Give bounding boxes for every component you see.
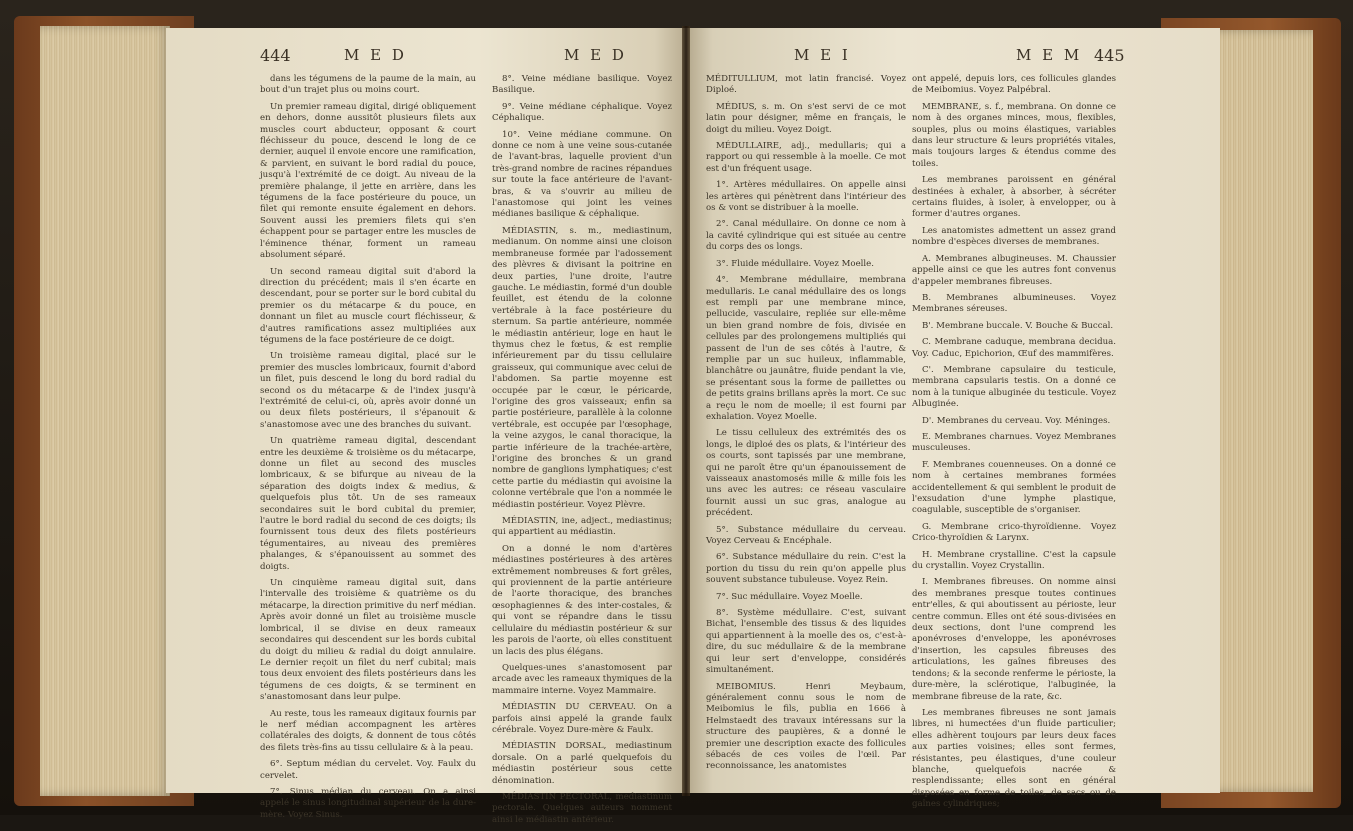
paragraph: Un second rameau digital suit d'abord la direction du précédent; mais il s'en écarte en descendant, pour se porter sur le bord cubital du premier os du métacarpe & du pouce, en donnant un filet au muscle court fléchisseur, & d'autres ramifications assez multipliées aux tégumens de la face postérieure de ce doigt.	[260, 266, 476, 345]
paragraph: MEIBOMIUS. Henri Meybaum, généralement connu sous le nom de Meibomius le fils, publia en 1666 à Helmstaedt des travaux intéressans sur la structure des paupières, & a donné le premier une description exacte des follicules sébacés de ces voiles de l'œil. Par reconnoissance, les anatomistes	[706, 681, 906, 772]
paragraph: 4°. Membrane médullaire, membrana medullaris. Le canal médullaire des os longs est rempli par une membrane mince, pellucide, vasculaire, repliée sur elle-même un bien grand nombre de fois, divisée en cellules par des prolongemens multipliés qui passent de l'un de ses côtés à l'autre, & remplie par un suc huileux, inflammable, blanchâtre ou jaunâtre, fluide pendant la vie, se présentant sous la forme de paillettes ou de petits grains brillans après la mort. Ce suc a reçu le nom de moelle; il est fourni par exhalation. Voyez Moelle.	[706, 275, 906, 422]
paragraph: 9°. Veine médiane céphalique. Voyez Céphalique.	[492, 101, 672, 124]
paragraph: dans les tégumens de la paume de la main, au bout d'un trajet plus ou moins court.	[260, 74, 476, 96]
paragraph: H. Membrane crystalline. C'est la capsule du crystallin. Voyez Crystallin.	[912, 549, 1116, 572]
paragraph: Au reste, tous les rameaux digitaux fournis par le nerf médian accompagnent les artères collatérales des doigts, & donnent de tous côtés des filets très-fins au tissu cellulaire & à la peau.	[260, 708, 476, 753]
paragraph: 5°. Substance médullaire du cerveau. Voyez Cerveau & Encéphale.	[706, 524, 906, 547]
paragraph: MÉDIASTIN PECTORAL, mediastinum pectorale. Quelques auteurs nomment ainsi le médiastin antérieur.	[492, 791, 672, 825]
paragraph: 8°. Veine médiane basilique. Voyez Basilique.	[492, 74, 672, 96]
paragraph: MÉDIASTIN, s. m., mediastinum, medianum. On nomme ainsi une cloison membraneuse formée par l'adossement des plèvres & divisant la poitrine en deux parties, l'une droite, l'autre gauche. Le médiastin, formé d'un double feuillet, est étendu de la colonne vertébrale à la face postérieure du sternum. Sa partie antérieure, nommée le médiastin antérieur, loge en haut le thymus chez le fœtus, & est remplie inférieurement par du tissu cellulaire graisseux, qui communique avec celui de l'abdomen. Sa partie moyenne est occupée par le cœur, le péricarde, l'origine des gros vaisseaux; enfin sa partie postérieure, parallèle à la colonne vertébrale, est occupée par l'œsophage, la veine azygos, le canal thoracique, la partie inférieure de la trachée-artère, l'origine des bronches & un grand nombre de ganglions lymphatiques; c'est cette partie du médiastin qui avoisine la colonne vertébrale que l'on a nommée le médiastin postérieur. Voyez Plèvre.	[492, 225, 672, 510]
paragraph: 3°. Fluide médullaire. Voyez Moelle.	[716, 258, 875, 269]
right-header-1: M E I	[794, 46, 851, 64]
paragraph: Un quatrième rameau digital, descendant entre les deuxième & troisième os du métacarpe, donne un filet au second des muscles lombricaux, & se bifurque au niveau de la séparation des doigts index & medius, & quelquefois plus tôt. Un de ses rameaux secondaires suit le bord cubital du premier, l'autre le bord radial du second de ces doigts; ils fournissent tous deux des filets postérieurs tégumentaires, au niveau des premières phalanges, & s'épanouissent au sommet des doigts.	[260, 436, 476, 572]
paragraph: G. Membrane crico-thyroïdienne. Voyez Crico-thyroïdien & Larynx.	[912, 521, 1116, 544]
paragraph: MEMBRANE, s. f., membrana. On donne ce nom à des organes minces, mous, flexibles, souples, plus ou moins élastiques, variables dans leur structure & leurs propriétés vitales, mais toujours larges & étendus comme des toiles.	[912, 101, 1116, 169]
paragraph: 10°. Veine médiane commune. On donne ce nom à une veine sous-cutanée de l'avant-bras, laquelle provient d'un très-grand nombre de racines répandues sur toute la face antérieure de l'avant-bras, & va s'ouvrir au milieu de l'anastomose qui joint les veines médianes basilique & céphalique.	[492, 129, 672, 220]
paragraph: Un premier rameau digital, dirigé obliquement en dehors, donne aussitôt plusieurs filets aux muscles court abducteur, opposant & court fléchisseur du pouce, descend le long de ce dernier, auquel il envoie encore une ramification, & parvient, en suivant le bord radial du pouce, jusqu'à l'extrémité de ce doigt. Au niveau de la première phalange, il jette en arrière, dans les tégumens de la face postérieure du pouce, un filet qui remonte ensuite également en dehors. Souvent aussi les premiers filets qui s'en échappent pour se partager entre les muscles de l'éminence thénar, forment un rameau absolument séparé.	[260, 101, 476, 261]
paragraph: MÉDIUS, s. m. On s'est servi de ce mot latin pour désigner, même en français, le doigt du milieu. Voyez Doigt.	[706, 101, 906, 135]
paragraph: I. Membranes fibreuses. On nomme ainsi des membranes presque toutes continues entr'elles, & qui aboutissent au périoste, leur centre commun. Elles ont été sous-divisées en deux sections, dont l'une comprend les aponévroses d'enveloppe, les aponévroses d'insertion, les capsules fibreuses des articulations, les gaînes fibreuses des tendons; & la seconde renferme le périoste, la dure-mère, la sclérotique, l'albuginée, la membrane fibreuse de la rate, &c.	[912, 577, 1116, 702]
paragraph: B'. Membrane buccale. V. Bouche & Buccal.	[922, 320, 1114, 331]
paragraph: ont appelé, depuis lors, ces follicules glandes de Meibomius. Voyez Palpébral.	[912, 74, 1116, 96]
paragraph: MÉDIASTIN, ine, adject., mediastinus; qui appartient au médiastin.	[492, 516, 672, 538]
left-column-2	[492, 74, 672, 831]
paragraph: MÉDULLAIRE, adj., medullaris; qui a rapport ou qui ressemble à la moelle. Ce mot est d'un fréquent usage.	[706, 141, 906, 174]
paragraph: MÉDITULLIUM, mot latin francisé. Voyez Diploé.	[706, 74, 906, 96]
paragraph: Quelques-unes s'anastomosent par arcade avec les rameaux thymiques de la mammaire interne. Voyez Mammaire.	[492, 662, 672, 696]
paragraph: 6°. Substance médullaire du rein. C'est la portion du tissu du rein qu'on appelle plus souvent substance tubuleuse. Voyez Rein.	[706, 552, 906, 586]
paragraph: E. Membranes charnues. Voyez Membranes musculeuses.	[912, 431, 1116, 454]
paragraph: Les membranes fibreuses ne sont jamais libres, ni humectées d'un fluide particulier; elles adhèrent toujours par leurs deux faces aux parties voisines; elles sont fermes, résistantes, peu élastiques, d'une couleur blanche, quelquefois nacrée & resplendissante; elles sont en général disposées en forme de toiles, de sacs ou de gaînes cylindriques;	[912, 707, 1116, 810]
paragraph: C. Membrane caduque, membrana decidua. Voy. Caduc, Epichorion, Œuf des mammifères.	[912, 337, 1116, 359]
paragraph: C'. Membrane capsulaire du testicule, membrana capsularis testis. On a donné ce nom à la tunique albuginée du testicule. Voyez Albuginée.	[912, 364, 1116, 410]
paragraph: A. Membranes albugineuses. M. Chaussier appelle ainsi ce que les autres font convenus d'appeler membranes fibreuses.	[912, 253, 1116, 287]
paragraph: B. Membranes albumineuses. Voyez Membranes séreuses.	[912, 292, 1116, 315]
paragraph: 7°. Suc médullaire. Voyez Moelle.	[716, 591, 863, 602]
paragraph: 8°. Système médullaire. C'est, suivant Bichat, l'ensemble des tissus & des liquides qui appartiennent à la moelle des os, c'est-à-dire, du suc médullaire & de la membrane qui leur sert d'enveloppe, considérés simultanément.	[706, 608, 906, 676]
paragraph: D'. Membranes du cerveau. Voy. Méninges.	[922, 415, 1111, 426]
right-page	[686, 28, 1220, 810]
paragraph: Les membranes paroissent en général destinées à exhaler, à absorber, à sécréter certains fluides, à isoler, à envelopper, ou à former d'autres organes.	[912, 175, 1116, 220]
paragraph: Un troisième rameau digital, placé sur le premier des muscles lombricaux, fournit d'abord un filet, puis descend le long du bord radial du second os du métacarpe & de l'index jusqu'à l'extrémité de celui-ci, où, après avoir donné un ou deux filets postérieurs, il s'épanouit & s'anastomose avec une des branches du suivant.	[260, 351, 476, 430]
paragraph: Le tissu celluleux des extrémités des os longs, le diploé des os plats, & l'intérieur des os courts, sont tapissés par une membrane, qui ne paroît être qu'un épanouissement de vaisseaux anastomosés mille & mille fois les uns avec les autres: ce réseau vasculaire fournit aussi un suc gras, analogue au précédent.	[706, 428, 906, 519]
paragraph: 7°. Sinus médian du cerveau. On a ainsi appelé le sinus longitudinal supérieur de la dure-mère. Voyez Sinus.	[260, 786, 476, 820]
right-header-2: M E M	[1016, 46, 1083, 64]
paragraph: On a donné le nom d'artères médiastines postérieures à des artères extrêmement nombreuses & fort grêles, qui proviennent de la partie antérieure de l'aorte thoracique, des branches œsophagiennes & des inter-costales, & qui vont se répandre dans le tissu cellulaire du médiastin postérieur & sur les parois de l'aorte, où elles constituent un lacis des plus élégans.	[492, 543, 672, 657]
left-page-edges	[40, 26, 170, 796]
left-header-2: M E D	[564, 46, 627, 64]
paragraph: F. Membranes couenneuses. On a donné ce nom à certaines membranes formées accidentellement & qui semblent le produit de l'exsudation d'une lymphe plastique, coagulable, susceptible de s'organiser.	[912, 459, 1116, 516]
right-page-number: 445	[1094, 46, 1125, 65]
left-header-1: M E D	[344, 46, 407, 64]
left-page-number: 444	[260, 46, 291, 65]
book-gutter	[682, 26, 690, 796]
right-column-2	[912, 74, 1116, 816]
paragraph: 2°. Canal médullaire. On donne ce nom à la cavité cylindrique qui est située au centre du corps des os longs.	[706, 219, 906, 253]
paragraph: Un cinquième rameau digital suit, dans l'intervalle des troisième & quatrième os du métacarpe, la direction primitive du nerf médian. Après avoir donné un filet au troisième muscle lombrical, il se divise en deux rameaux secondaires qui descendent sur les bords cubital du doigt du milieu & radial du doigt annulaire. Le dernier reçoit un filet du nerf cubital; mais tous deux envoient des filets postérieurs dans les tégumens de ces doigts, & se terminent en s'anastomosant dans leur pulpe.	[260, 578, 476, 703]
paragraph: Les anatomistes admettent un assez grand nombre d'espèces diverses de membranes.	[912, 225, 1116, 248]
paragraph: MÉDIASTIN DORSAL, mediastinum dorsale. On a parlé quelquefois du médiastin postérieur sous cette dénomination.	[492, 741, 672, 786]
paragraph: MÉDIASTIN DU CERVEAU. On a parfois ainsi appelé la grande faulx cérébrale. Voyez Dure-mère & Faulx.	[492, 702, 672, 735]
paragraph: 6°. Septum médian du cervelet. Voy. Faulx du cervelet.	[260, 759, 476, 781]
right-column-1	[706, 74, 906, 778]
left-column-1	[260, 74, 476, 826]
paragraph: 1°. Artères médullaires. On appelle ainsi les artères qui pénètrent dans l'intérieur des os & vont se distribuer à la moelle.	[706, 180, 906, 214]
left-page	[166, 28, 686, 825]
